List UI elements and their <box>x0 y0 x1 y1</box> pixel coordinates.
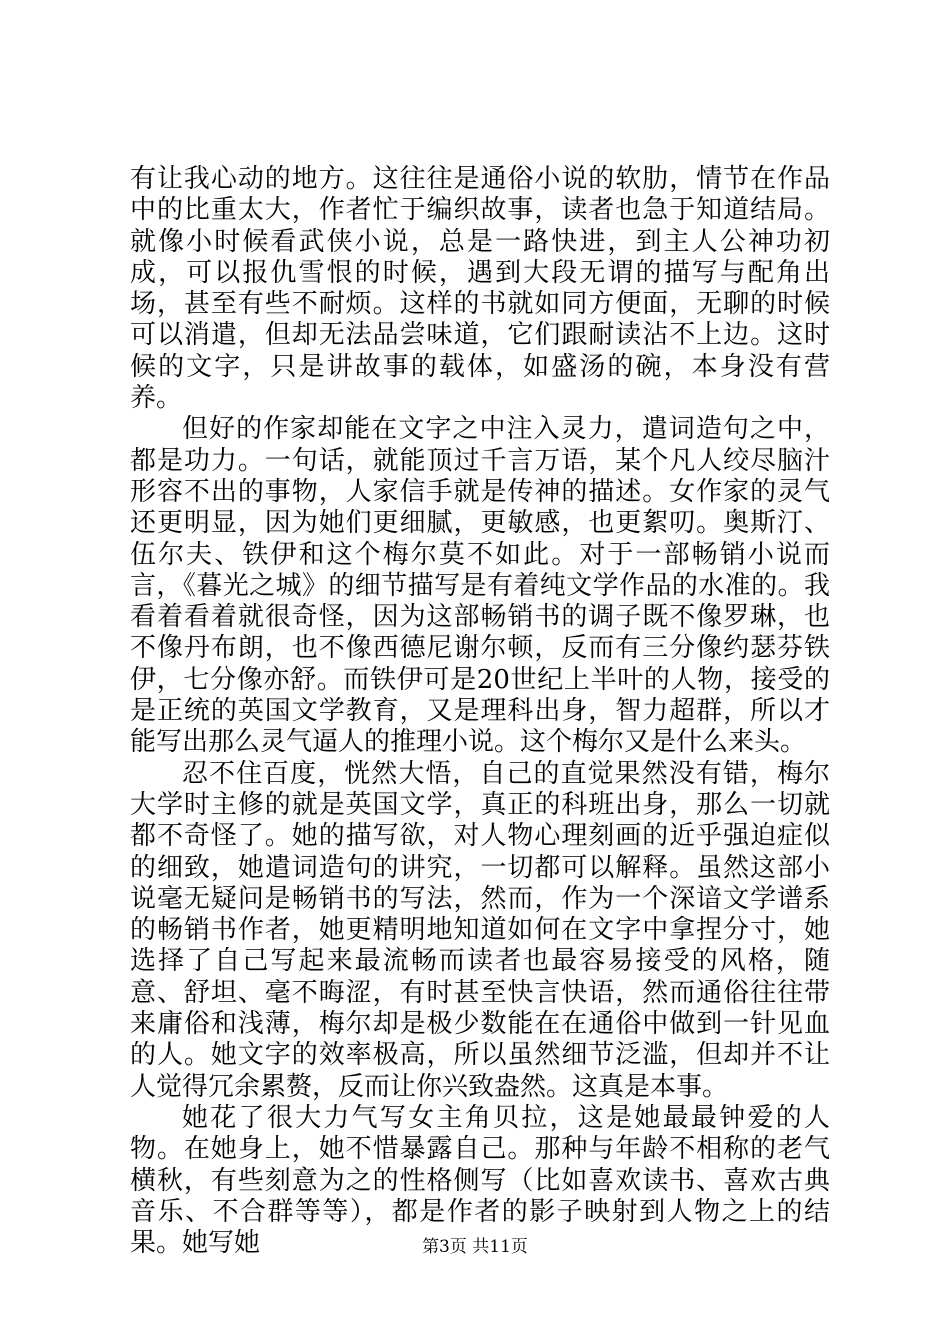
paragraph-1: 有让我心动的地方。这往往是通俗小说的软肋，情节在作品中的比重太大，作者忙于编织故事，读者也急于知道结局。就像小时候看武侠小说，总是一路快进，到主人公神功初成，可以报仇雪恨的时候，遇到大段无谓的描写与配角出场，甚至有些不耐烦。这样的书就如同方便面，无聊的时候可以消遣，但却无法品尝味道，它们跟耐读沾不上边。这时候的文字，只是讲故事的载体，如盛汤的碗，本身没有营养。 <box>130 164 830 414</box>
paragraph-4: 她花了很大力气写女主角贝拉，这是她最最钟爱的人物。在她身上，她不惜暴露自己。那种与年龄不相称的老气横秋，有些刻意为之的性格侧写（比如喜欢读书、喜欢古典音乐、不合群等等），都是作者的影子映射到人物之上的结果。她写她 <box>130 1102 830 1259</box>
document-body <box>130 164 830 1259</box>
page-number-footer: 第3页 共11页 <box>422 1237 528 1257</box>
paragraph-3: 忍不住百度，恍然大悟，自己的直觉果然没有错，梅尔大学时主修的就是英国文学，真正的科班出身，那么一切就都不奇怪了。她的描写欲，对人物心理刻画的近乎强迫症似的细致，她遣词造句的讲究，一切都可以解释。虽然这部小说毫无疑问是畅销书的写法，然而，作为一个深谙文学谱系的畅销书作者，她更精明地知道如何在文字中拿捏分寸，她选择了自己写起来最流畅而读者也最容易接受的风格，随意、舒坦、毫不晦涩，有时甚至快言快语，然而通俗往往带来庸俗和浅薄，梅尔却是极少数能在在通俗中做到一针见血的人。她文字的效率极高，所以虽然细节泛滥，但却并不让人觉得冗余累赘，反而让你兴致盎然。这真是本事。 <box>130 758 830 1102</box>
paragraph-2: 但好的作家却能在文字之中注入灵力，遣词造句之中，都是功力。一句话，就能顶过千言万语，某个凡人绞尽脑汁形容不出的事物，人家信手就是传神的描述。女作家的灵气还更明显，因为她们更细腻，更敏感，也更絮叨。奥斯汀、伍尔夫、铁伊和这个梅尔莫不如此。对于一部畅销小说而言，《暮光之城》的细节描写是有着纯文学作品的水准的。我看着看着就很奇怪，因为这部畅销书的调子既不像罗琳，也不像丹布朗，也不像西德尼谢尔顿，反而有三分像约瑟芬铁伊，七分像亦舒。而铁伊可是20世纪上半叶的人物，接受的是正统的英国文学教育，又是理科出身，智力超群，所以才能写出那么灵气逼人的推理小说。这个梅尔又是什么来头。 <box>130 414 830 758</box>
